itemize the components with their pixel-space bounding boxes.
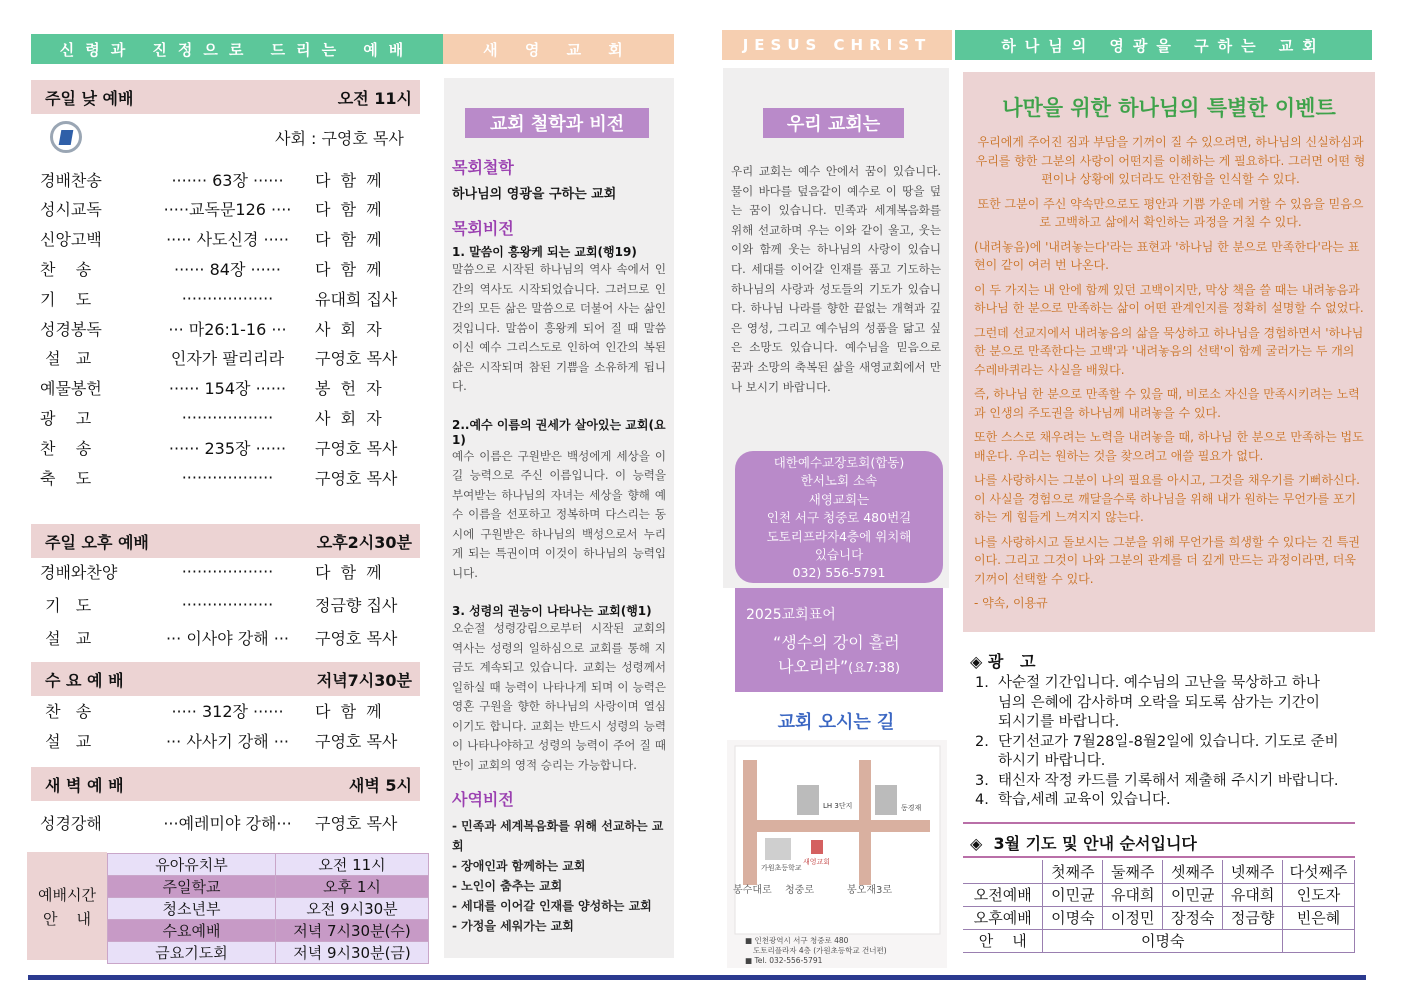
vision-item-3-text: 오순절 성령강림으로부터 시작된 교회의 역사는 성령의 일하심으로 교회를 통해 지금도 계속되고 있습니다. 교회는 성령께서 일하실 때 능력이 나타나게 되며 이 능력은 영혼 구원을 향한 하나님의 사랑이며 열심이기도 합니다. 교회는 반드시 성령의 능력이 나타나야하고 성령의 능력이 주어 질 때만이 교회의 영적 승리는 가능합니다.	[452, 621, 666, 772]
vision-heading: 목회비전	[452, 219, 514, 238]
map-label-lh: LH 3단지	[823, 802, 853, 810]
prayer-cell: 오후예배	[963, 906, 1043, 929]
schedule-name: 주일학교	[108, 876, 276, 898]
order-row	[40, 225, 420, 253]
section-title: 새 벽 예 배	[45, 775, 124, 795]
order-leader: 구영호 목사	[315, 438, 398, 458]
prayer-cell: 이민균	[1043, 883, 1103, 906]
order-leader: 다 함 께	[315, 562, 382, 582]
order-row	[40, 374, 420, 402]
notice-list	[975, 674, 1367, 811]
map-address	[745, 936, 887, 966]
event-paragraph: 나를 사랑하시고 돌보시는 그분을 위해 무언가를 희생할 수 있다는 건 특권이다. 그리고 그것이 나와 그분의 관계를 더 깊게 만드는 과정이라면, 더욱 기꺼이 선택할 수 있다.	[974, 534, 1360, 586]
order-leader: 구영호 목사	[315, 349, 398, 369]
order-detail: ··· 마26:1-16 ···	[168, 319, 287, 339]
section-time: 새벽 5시	[348, 775, 412, 795]
info-line: 새영교회는	[808, 491, 870, 507]
info-line: 도토리프라자4층에 위치해	[766, 528, 912, 544]
order-leader: 다 함 께	[315, 200, 382, 220]
header-church-name: 새 영 교 회	[443, 34, 674, 64]
guide-name: 이명숙	[1043, 929, 1283, 952]
order-row	[40, 726, 420, 754]
building-icon	[797, 785, 819, 815]
ministry-item: - 민족과 세계복음화를 위해 선교하는 교회	[452, 819, 664, 853]
guide-label: 안 내	[963, 929, 1043, 952]
schedule-table	[107, 853, 429, 964]
header-glory: 하나님의 영광을 구하는 교회	[955, 30, 1372, 60]
schedule-row	[108, 898, 429, 920]
ministry-item: - 노인이 춤추는 교회	[452, 879, 563, 893]
info-line: 032) 556-5791	[792, 565, 886, 581]
motto-title: 2025교회표어	[746, 607, 836, 623]
order-item: 성경강해	[40, 813, 102, 833]
order-row	[40, 165, 420, 193]
order-detail: ······ 84장 ······	[173, 259, 282, 279]
section-title: 주일 오후 예배	[45, 532, 149, 552]
ministry-item: - 세대를 이어갈 인재를 양성하는 교회	[452, 899, 652, 913]
order-item: 성시교독	[40, 200, 102, 220]
order-leader: 봉 헌 자	[315, 379, 382, 399]
order-detail: ··················	[181, 594, 274, 614]
prayer-header-row	[963, 860, 1355, 883]
section-time: 오전 11시	[337, 88, 412, 108]
map-title: 교회 오시는 길	[777, 712, 895, 733]
building-icon	[875, 785, 897, 815]
notice-item: 3. 태신자 작정 카드를 기록해서 제출해 주시기 바랍니다.	[975, 772, 1339, 789]
order-leader: 구영호 목사	[315, 628, 398, 648]
schedule-name: 금요기도회	[108, 942, 276, 964]
vision-content	[452, 155, 666, 936]
order-row	[40, 557, 420, 585]
vision-item-2-title: 2..예수 이름의 권세가 살아있는 교회(요1)	[452, 417, 666, 447]
order-row	[40, 403, 420, 431]
order-row	[40, 284, 420, 312]
prayer-cell: 이명숙	[1043, 906, 1103, 929]
about-text: 우리 교회는 예수 안에서 꿈이 있습니다. 물이 바다를 덮음같이 예수로 이 땅을 덮는 꿈이 있습니다. 민족과 세계복음화를 위해 선교하며 우는 이와 같이 울고, 웃는 이와 함께 웃는 하나님의 사랑이 있습니다. 세대를 이어갈 인재를 품고 기도하는 하나님의 사랑과 성도들의 기도가 있습니다. 하나님 나라를 향한 끝없는 개혁과 깊은 영성, 그리고 예수님의 성품을 닮고 싶은 소망도 있습니다. 예수님을 믿음으로 꿈과 소망의 축복된 삶을 새영교회에서 만나 보시기 바랍니다.	[731, 164, 941, 394]
prayer-cell: 이민균	[1163, 883, 1223, 906]
notice-title: ◈ 광 고	[970, 652, 1036, 671]
order-row	[40, 433, 420, 461]
event-paragraph: 또한 스스로 채우려는 노력을 내려놓을 때, 하나님 한 분으로 만족하는 법도 배운다. 우리는 원하는 것을 찾으려고 애쓸 필요가 없다.	[974, 430, 1364, 463]
event-paragraph: 나를 사랑하시는 그분이 나의 필요를 아시고, 그것을 채우기를 기뻐하신다. 이 사실을 경험으로 깨달을수록 하나님을 위해 내가 원하는 무언가를 포기하는 게 힘들게 느껴지지 않는다.	[974, 473, 1360, 524]
map-svg	[727, 740, 947, 968]
schedule-time: 저녁 9시30분(금)	[276, 942, 429, 964]
prayer-header-cell: 셋째주	[1163, 860, 1223, 883]
info-line: 한서노회 소속	[800, 473, 878, 489]
schedule-row	[108, 942, 429, 964]
prayer-table	[963, 860, 1355, 953]
schedule-time: 오전 11시	[276, 854, 429, 876]
order-leader: 구영호 목사	[315, 731, 398, 751]
prayer-cell: 유대희	[1103, 883, 1163, 906]
footer-bar	[28, 975, 1366, 980]
notice-item: 2. 단기선교가 7월28일-8월2일에 있습니다. 기도로 준비	[975, 733, 1339, 750]
prayer-cell: 빈은혜	[1283, 906, 1355, 929]
schedule-name: 유아유치부	[108, 854, 276, 876]
header-worship: 신령과 진정으로 드리는 예배	[31, 34, 443, 64]
notice-item: 4. 학습,세례 교육이 있습니다.	[975, 792, 1171, 808]
prayer-row	[963, 883, 1355, 906]
order-leader: 사 회 자	[315, 408, 382, 428]
order-detail: ····· 사도신경 ·····	[166, 230, 289, 250]
order-row	[40, 623, 420, 651]
ministry-item: - 장애인과 함께하는 교회	[452, 859, 586, 873]
prayer-header-cell	[963, 860, 1043, 883]
event-paragraph: 또한 그분이 주신 약속만으로도 평안과 기쁨 가운데 거할 수 있음을 믿음으로 고백하고 삶에서 확인하는 과정을 거칠 수 있다.	[977, 196, 1364, 229]
event-paragraph: 즉, 하나님 한 분으로 만족할 수 있을 때, 비로소 자신을 만족시키려는 노력과 인생의 주도권을 하나님께 내려놓을 수 있다.	[974, 387, 1360, 420]
schedule-row	[108, 876, 429, 898]
order-item: 경배찬송	[40, 170, 102, 190]
schedule-label-1: 예배시간	[38, 886, 96, 904]
prayer-cell: 장정숙	[1163, 906, 1223, 929]
order-detail: 인자가 팔리리라	[170, 349, 285, 369]
schedule-name: 청소년부	[108, 898, 276, 920]
section-title: 주일 낮 예배	[45, 88, 134, 108]
prayer-cell: 이정민	[1103, 906, 1163, 929]
order-detail: ······ 235장 ······	[168, 438, 287, 458]
order-item: 경배와찬양	[40, 562, 118, 582]
schedule-row	[108, 854, 429, 876]
order-detail: ·····교독문126 ····	[163, 200, 292, 220]
event-paragraph: 이 두 가지는 내 안에 함께 있던 고백이지만, 막상 책을 쓸 때는 내려놓음과 하나님 한 분으로 만족하는 삶이 어떤 관계인지를 정확히 설명할 수 없었다.	[974, 282, 1364, 315]
order-item: 기 도	[40, 595, 92, 615]
notice-item: 하시기 바랍니다.	[975, 753, 1106, 769]
order-row	[40, 808, 420, 836]
order-row	[40, 590, 420, 618]
order-item: 예물봉헌	[40, 379, 102, 399]
event-paragraph: 우리에게 주어진 짐과 부담을 기꺼이 질 수 있으려면, 하나님의 신실하심과 우리를 향한 그분의 사랑이 어떤지를 이해하는 게 필요하다. 그러면 어떤 형편이나 상황에 있더라도 안전함을 인식할 수 있다.	[975, 135, 1366, 186]
header-jesus-christ: JESUS CHRIST	[722, 30, 952, 60]
order-row	[40, 696, 420, 724]
order-detail: ···예레미야 강해···	[163, 813, 292, 833]
order-item: 찬 송	[40, 438, 92, 458]
notice-item: 1. 사순절 기간입니다. 예수님의 고난을 묵상하고 하나	[975, 675, 1320, 691]
section-title: 수 요 예 배	[45, 670, 124, 690]
guide-empty	[1283, 929, 1355, 952]
order-item: 성경봉독	[40, 319, 102, 339]
address-line: ■ Tel. 032-556-5791	[745, 956, 823, 965]
schedule-label	[27, 852, 107, 960]
order-leader: 구영호 목사	[315, 813, 398, 833]
schedule-row	[108, 920, 429, 942]
map-label-road1: 봉수대로	[733, 885, 772, 896]
prayer-cell: 유대희	[1223, 883, 1283, 906]
event-text	[974, 133, 1367, 619]
order-item: 신앙고백	[40, 230, 102, 250]
order-detail: ··· 이사야 강해 ···	[165, 628, 290, 648]
map-label-school: 가원초등학교	[761, 864, 802, 872]
event-paragraph: (내려놓음)에 '내려놓는다'라는 표현과 '하나님 한 분으로 만족한다'라는 표현이 같이 여러 번 나온다.	[974, 239, 1360, 272]
address-line: 도토리플라자 4층 (가원초등학교 건너편)	[753, 946, 887, 955]
prayer-cell: 인도자	[1283, 883, 1355, 906]
order-detail: ······ 154장 ······	[168, 379, 287, 399]
order-row	[40, 463, 420, 491]
prayer-header-cell: 둘째주	[1103, 860, 1163, 883]
order-detail: ······· 63장 ······	[171, 170, 284, 190]
event-paragraph: - 약속, 이용규	[974, 596, 1048, 610]
section-sunday-pm	[31, 524, 420, 558]
order-leader: 사 회 자	[315, 319, 382, 339]
map-label-road2: 청중로	[785, 885, 814, 896]
order-item: 설 교	[40, 628, 92, 648]
order-leader: 유대희 집사	[315, 289, 398, 309]
order-detail: ··················	[181, 288, 274, 308]
order-item: 축 도	[40, 468, 92, 488]
motto-box	[735, 588, 943, 692]
prayer-cell: 오전예배	[963, 883, 1043, 906]
presider: 사회 : 구영호 목사	[275, 129, 404, 148]
order-row	[40, 254, 420, 282]
section-dawn	[31, 767, 420, 801]
order-detail: ··················	[181, 407, 274, 427]
vision-item-1-text: 말씀으로 시작된 하나님의 역사 속에서 인간의 역사도 시작되었습니다. 그러므로 인간의 모든 삶은 말씀으로 더불어 사는 삶인 것입니다. 말씀이 흥왕케 되어 질 때 말씀이신 예수 그리스도로 인하여 인간의 복된 삶은 시작되며 참된 기쁨을 소유하게 됩니다.	[452, 262, 666, 393]
order-row	[40, 344, 420, 372]
order-item: 광 고	[40, 408, 92, 428]
info-line: 있습니다	[814, 547, 864, 563]
section-wednesday	[31, 662, 420, 696]
info-line: 인천 서구 청중로 480번길	[766, 510, 912, 526]
prayer-guide-row	[963, 929, 1355, 952]
notice-item: 님의 은혜에 감사하며 오락을 되도록 삼가는 기간이	[975, 694, 1320, 711]
order-detail: ····· 312장 ······	[171, 701, 284, 721]
order-row	[40, 195, 420, 223]
prayer-cell: 정금향	[1223, 906, 1283, 929]
schedule-label-2: 안 내	[42, 910, 92, 928]
road-horizontal	[743, 820, 930, 832]
map-panel	[727, 740, 947, 968]
order-leader: 다 함 께	[315, 259, 382, 279]
order-item: 설 교	[40, 731, 92, 751]
church-info-box	[735, 451, 943, 583]
prayer-header-cell: 다섯째주	[1283, 860, 1355, 883]
road-vertical-right	[859, 760, 871, 885]
event-title: 나만을 위한 하나님의 특별한 이벤트	[1002, 96, 1336, 120]
map-label-church: 새영교회	[803, 858, 831, 866]
motto-line-2: 나오리라”	[778, 657, 849, 676]
event-paragraph: 그런데 선교지에서 내려놓음의 삶을 묵상하고 하나님을 경험하면서 '하나님 한 분으로 만족한다는 고백'과 '내려놓음의 선택'이 함께 굴러가는 두 개의 수레바퀴라는 사실을 배웠다.	[974, 325, 1364, 377]
ministry-list	[452, 816, 666, 936]
order-item: 기 도	[40, 289, 92, 309]
motto-line-1: “생수의 강이 흘러	[773, 633, 900, 652]
vision-item-1-title: 1. 말씀이 흥왕케 되는 교회(행19)	[452, 245, 637, 259]
schedule-time: 오후 1시	[276, 876, 429, 898]
school-icon	[765, 838, 791, 860]
map-label-dong: 동경재	[901, 804, 922, 812]
church-logo-icon	[50, 121, 82, 153]
vision-title: 교회 철학과 비전	[465, 108, 649, 138]
order-detail: ··· 사사기 강해 ···	[165, 731, 290, 751]
schedule-name: 수요예배	[108, 920, 276, 942]
section-sunday-am	[31, 80, 420, 114]
map-label-road3: 봉오재3로	[847, 885, 893, 896]
order-leader: 다 함 께	[315, 170, 382, 190]
prayer-header-cell: 넷째주	[1223, 860, 1283, 883]
order-row	[40, 314, 420, 342]
info-line: 대한예수교장로회(합동)	[773, 455, 905, 470]
prayer-row	[963, 906, 1355, 929]
ministry-heading: 사역비전	[452, 790, 514, 809]
order-detail: ··················	[181, 467, 274, 487]
ministry-item: - 가정을 세워가는 교회	[452, 919, 574, 933]
order-item: 설 교	[40, 349, 92, 369]
philosophy-heading: 목회철학	[452, 158, 514, 177]
church-marker-icon	[811, 840, 823, 854]
order-item: 찬 송	[40, 701, 92, 721]
section-time: 저녁7시30분	[316, 670, 412, 690]
section-time: 오후2시30분	[316, 532, 412, 552]
prayer-title: ◈ 3월 기도 및 안내 순서입니다	[970, 834, 1197, 853]
schedule-time: 오전 9시30분	[276, 898, 429, 920]
about-title: 우리 교회는	[763, 108, 904, 138]
schedule-time: 저녁 7시30분(수)	[276, 920, 429, 942]
vision-item-3-title: 3. 성령의 권능이 나타나는 교회(행1)	[452, 604, 652, 618]
order-leader: 다 함 께	[315, 230, 382, 250]
philosophy-text: 하나님의 영광을 구하는 교회	[452, 187, 617, 202]
motto-ref: (요7:38)	[848, 661, 901, 676]
order-item: 찬 송	[40, 259, 92, 279]
order-detail: ··················	[181, 561, 274, 581]
order-leader: 정금향 집사	[315, 595, 398, 615]
order-leader: 구영호 목사	[315, 468, 398, 488]
prayer-header-cell: 첫째주	[1043, 860, 1103, 883]
vision-item-2-text: 예수 이름은 구원받은 백성에게 세상을 이길 능력으로 주신 이름입니다. 이 능력을 부여받는 하나님의 자녀는 세상을 향해 예수 이름을 선포하고 정복하며 다스리는 동시에 구원받은 하나님의 백성으로서 누리게 되는 특권이며 이것이 하나님의 능력입니다.	[452, 448, 666, 580]
notice-item: 되시기를 바랍니다.	[975, 714, 1120, 730]
address-line: ■ 인천광역시 서구 청중로 480	[745, 936, 849, 945]
order-leader: 다 함 께	[315, 701, 382, 721]
